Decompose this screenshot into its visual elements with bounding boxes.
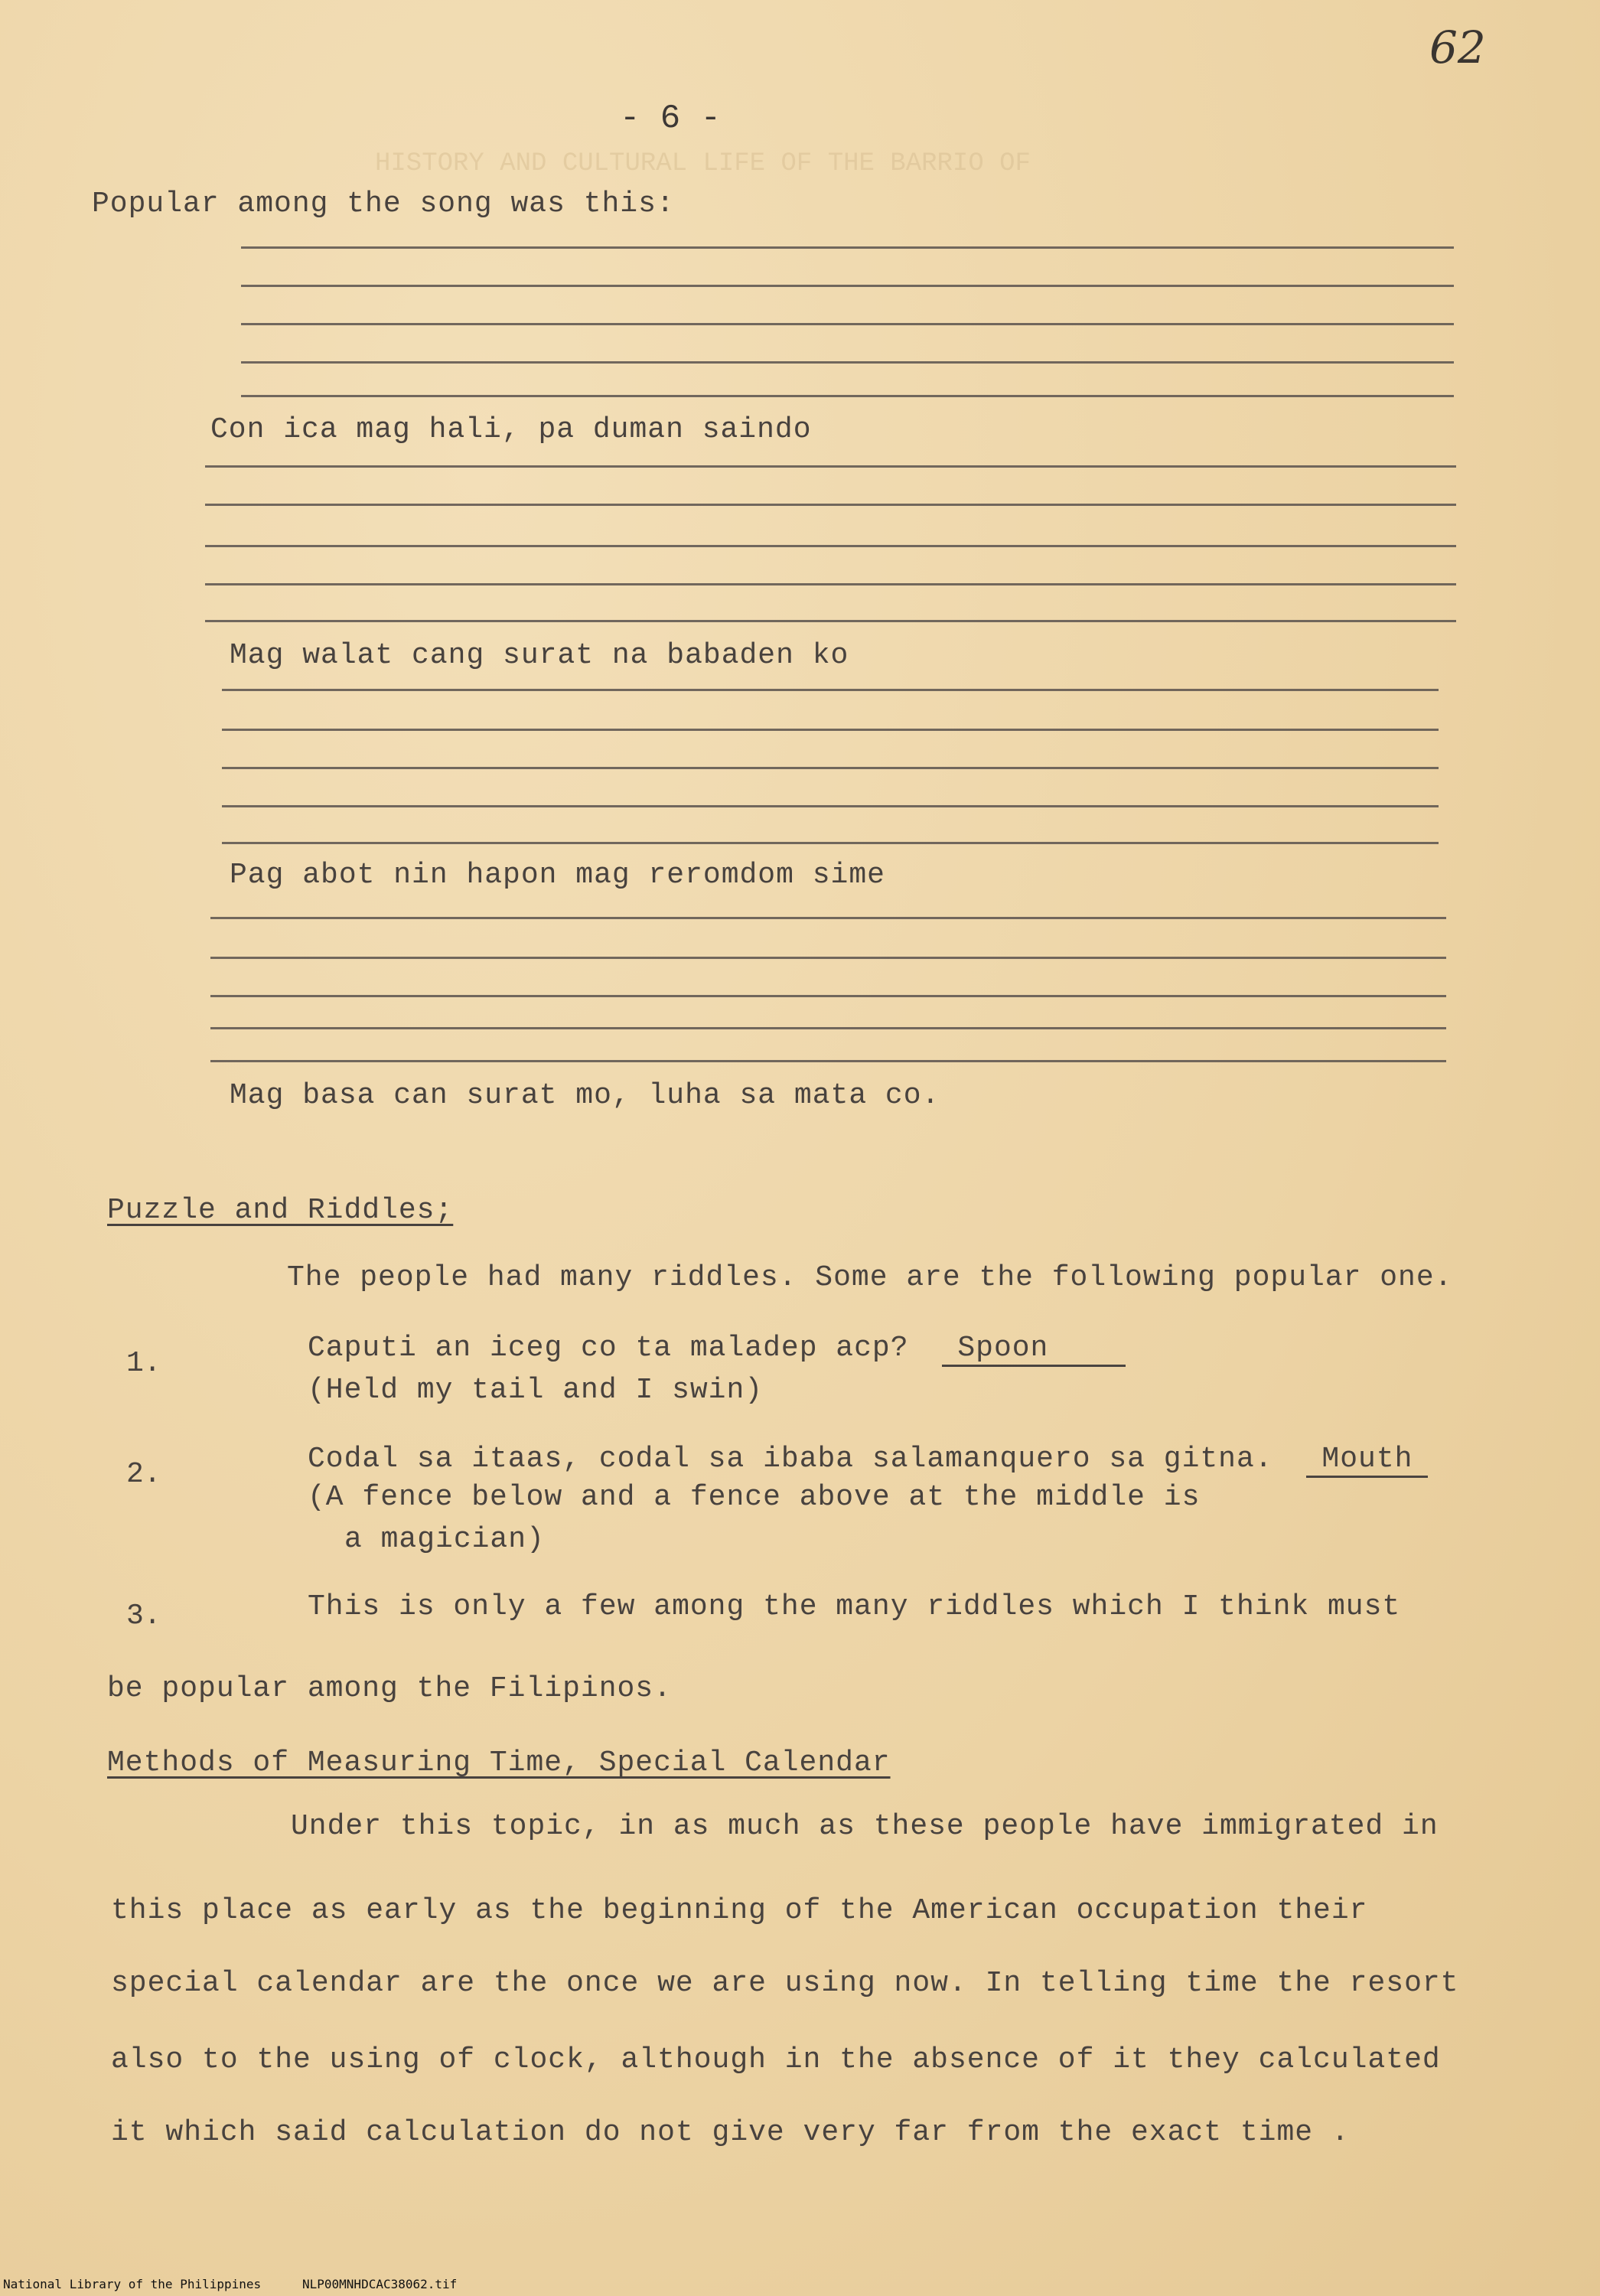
staff-line xyxy=(241,285,1454,287)
riddle-number: 2. xyxy=(126,1458,161,1491)
page-number: - 6 - xyxy=(620,99,722,138)
paragraph-line: it which said calculation do not give very far from the exact time . xyxy=(111,2116,1350,2149)
riddles-heading: Puzzle and Riddles; xyxy=(107,1194,454,1227)
staff-line xyxy=(222,805,1439,807)
staff-line xyxy=(241,323,1454,325)
time-heading: Methods of Measuring Time, Special Calendar xyxy=(107,1746,891,1779)
song-verse: Con ica mag hali, pa duman saindo xyxy=(210,413,812,446)
footer-library: National Library of the Philippines xyxy=(3,2277,262,2291)
song-verse: Mag basa can surat mo, luha sa mata co. xyxy=(230,1079,940,1112)
staff-line xyxy=(205,504,1456,506)
riddle-answer: Spoon xyxy=(942,1332,1126,1367)
riddle-number: 1. xyxy=(126,1347,161,1380)
footer-file-id: NLP00MNHDCAC38062.tif xyxy=(302,2277,458,2291)
riddle-question: Codal sa itaas, codal sa ibaba salamanquero sa gitna. xyxy=(308,1443,1273,1476)
staff-line xyxy=(210,917,1446,919)
staff-line xyxy=(210,1060,1446,1062)
handwritten-page-number: 62 xyxy=(1429,21,1486,73)
staff-line xyxy=(222,767,1439,769)
song-verse: Mag walat cang surat na babaden ko xyxy=(230,639,849,672)
riddle-text: This is only a few among the many riddles which I think must xyxy=(308,1590,1401,1623)
staff-line xyxy=(210,995,1446,997)
riddle-number: 3. xyxy=(126,1600,161,1632)
riddle-text xyxy=(308,1332,1126,1367)
staff-line xyxy=(205,583,1456,585)
paragraph-line: special calendar are the once we are using now. In telling time the resort xyxy=(111,1967,1459,2000)
riddle-text xyxy=(308,1443,1428,1478)
song-verse: Pag abot nin hapon mag reromdom sime xyxy=(230,859,885,892)
paragraph-line: this place as early as the beginning of the American occupation their xyxy=(111,1894,1368,1927)
staff-line xyxy=(205,465,1456,468)
paragraph-line: Under this topic, in as much as these people have immigrated in xyxy=(291,1810,1439,1843)
staff-line xyxy=(210,957,1446,959)
staff-line xyxy=(241,361,1454,364)
staff-line xyxy=(205,620,1456,622)
bleed-through-text: HISTORY AND CULTURAL LIFE OF THE BARRIO OF xyxy=(375,149,1031,178)
staff-line xyxy=(222,689,1439,691)
song-intro: Popular among the song was this: xyxy=(92,188,675,220)
riddle-answer: Mouth xyxy=(1306,1443,1428,1478)
staff-line xyxy=(210,1027,1446,1029)
staff-line xyxy=(205,545,1456,547)
staff-line xyxy=(241,395,1454,397)
paragraph-line: also to the using of clock, although in the absence of it they calculated xyxy=(111,2043,1441,2076)
riddle-continuation: be popular among the Filipinos. xyxy=(107,1672,672,1705)
riddle-translation: a magician) xyxy=(344,1523,545,1556)
staff-line xyxy=(241,246,1454,249)
riddle-translation: (Held my tail and I swin) xyxy=(308,1374,764,1407)
staff-line xyxy=(222,729,1439,731)
riddle-translation: (A fence below and a fence above at the middle is xyxy=(308,1481,1201,1514)
riddle-question: Caputi an iceg co ta maladep acp? xyxy=(308,1332,909,1365)
staff-line xyxy=(222,842,1439,844)
riddles-intro: The people had many riddles. Some are the following popular one. xyxy=(287,1261,1453,1294)
